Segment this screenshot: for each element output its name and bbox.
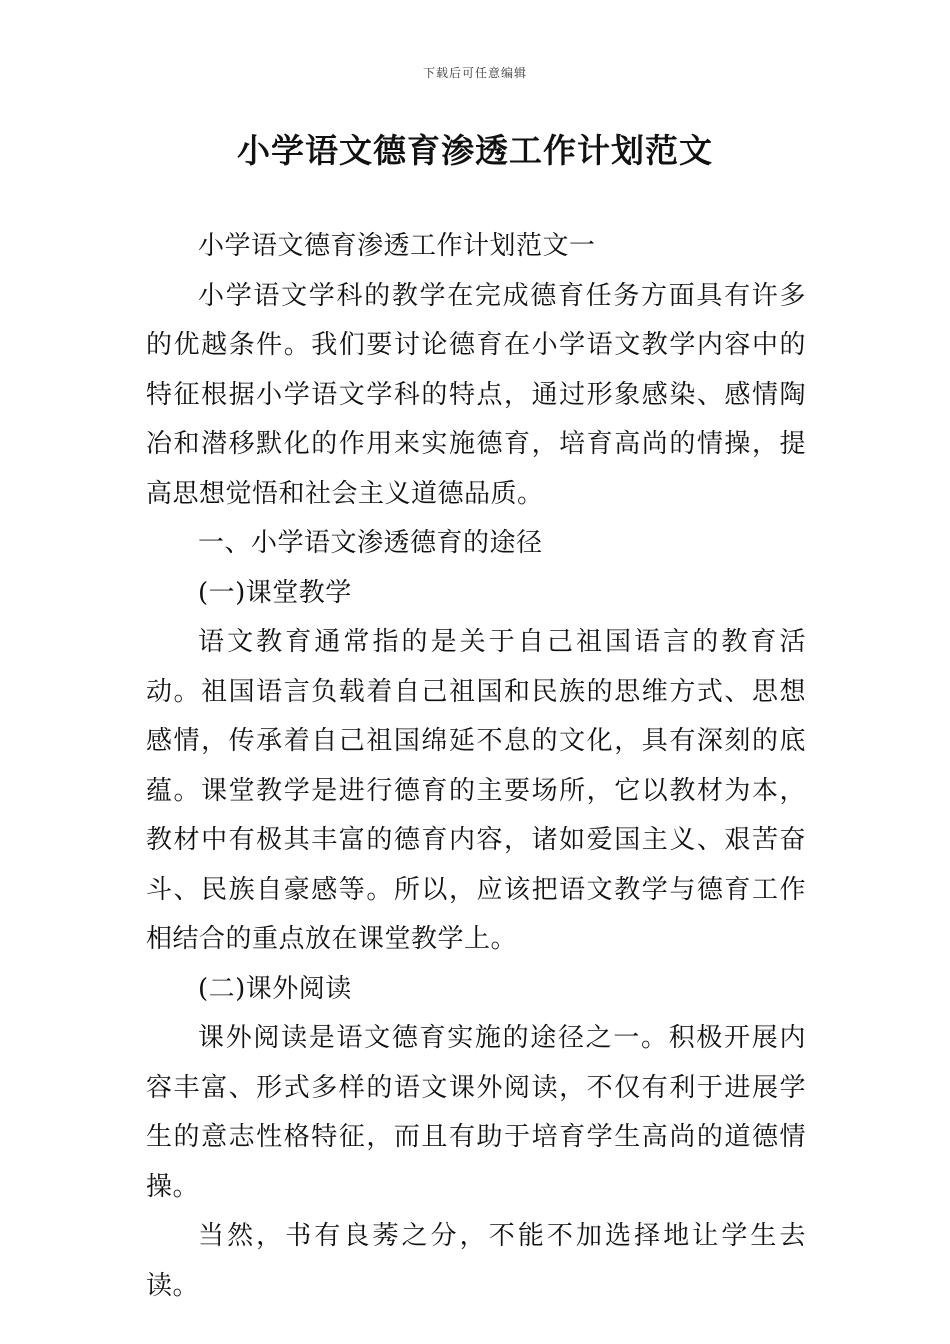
document-title: 小学语文德育渗透工作计划范文: [237, 131, 713, 170]
body-paragraph: 课外阅读是语文德育实施的途径之一。积极开展内容丰富、形式多样的语文课外阅读，不仅有利于进展学生的意志性格特征，而且有助于培育学生高尚的道德情操。: [146, 1023, 806, 1202]
subsection-heading: (一)课堂教学: [198, 577, 352, 608]
document-body: [146, 222, 806, 1311]
subsection-heading: (二)课外阅读: [198, 973, 352, 1004]
body-paragraph: 语文教育通常指的是关于自己祖国语言的教育活动。祖国语言负载着自己祖国和民族的思维方式、思想感情，传承着自己祖国绵延不息的文化，具有深刻的底蕴。课堂教学是进行德育的主要场所，它以教材为本，教材中有极其丰富的德育内容，诸如爱国主义、艰苦奋斗、民族自豪感等。所以，应该把语文教学与德育工作相结合的重点放在课堂教学上。: [146, 627, 806, 954]
page-header-note: 下载后可任意编辑: [422, 66, 527, 80]
section-heading: 小学语文德育渗透工作计划范文一: [198, 231, 596, 261]
section-heading: 一、小学语文渗透德育的途径: [198, 528, 543, 558]
body-paragraph: 当然，书有良莠之分，不能不加选择地让学生去读。: [146, 1221, 806, 1301]
body-paragraph: 小学语文学科的教学在完成德育任务方面具有许多的优越条件。我们要讨论德育在小学语文教学内容中的特征根据小学语文学科的特点，通过形象感染、感情陶冶和潜移默化的作用来实施德育，培育高尚的情操，提高思想觉悟和社会主义道德品质。: [146, 280, 806, 509]
